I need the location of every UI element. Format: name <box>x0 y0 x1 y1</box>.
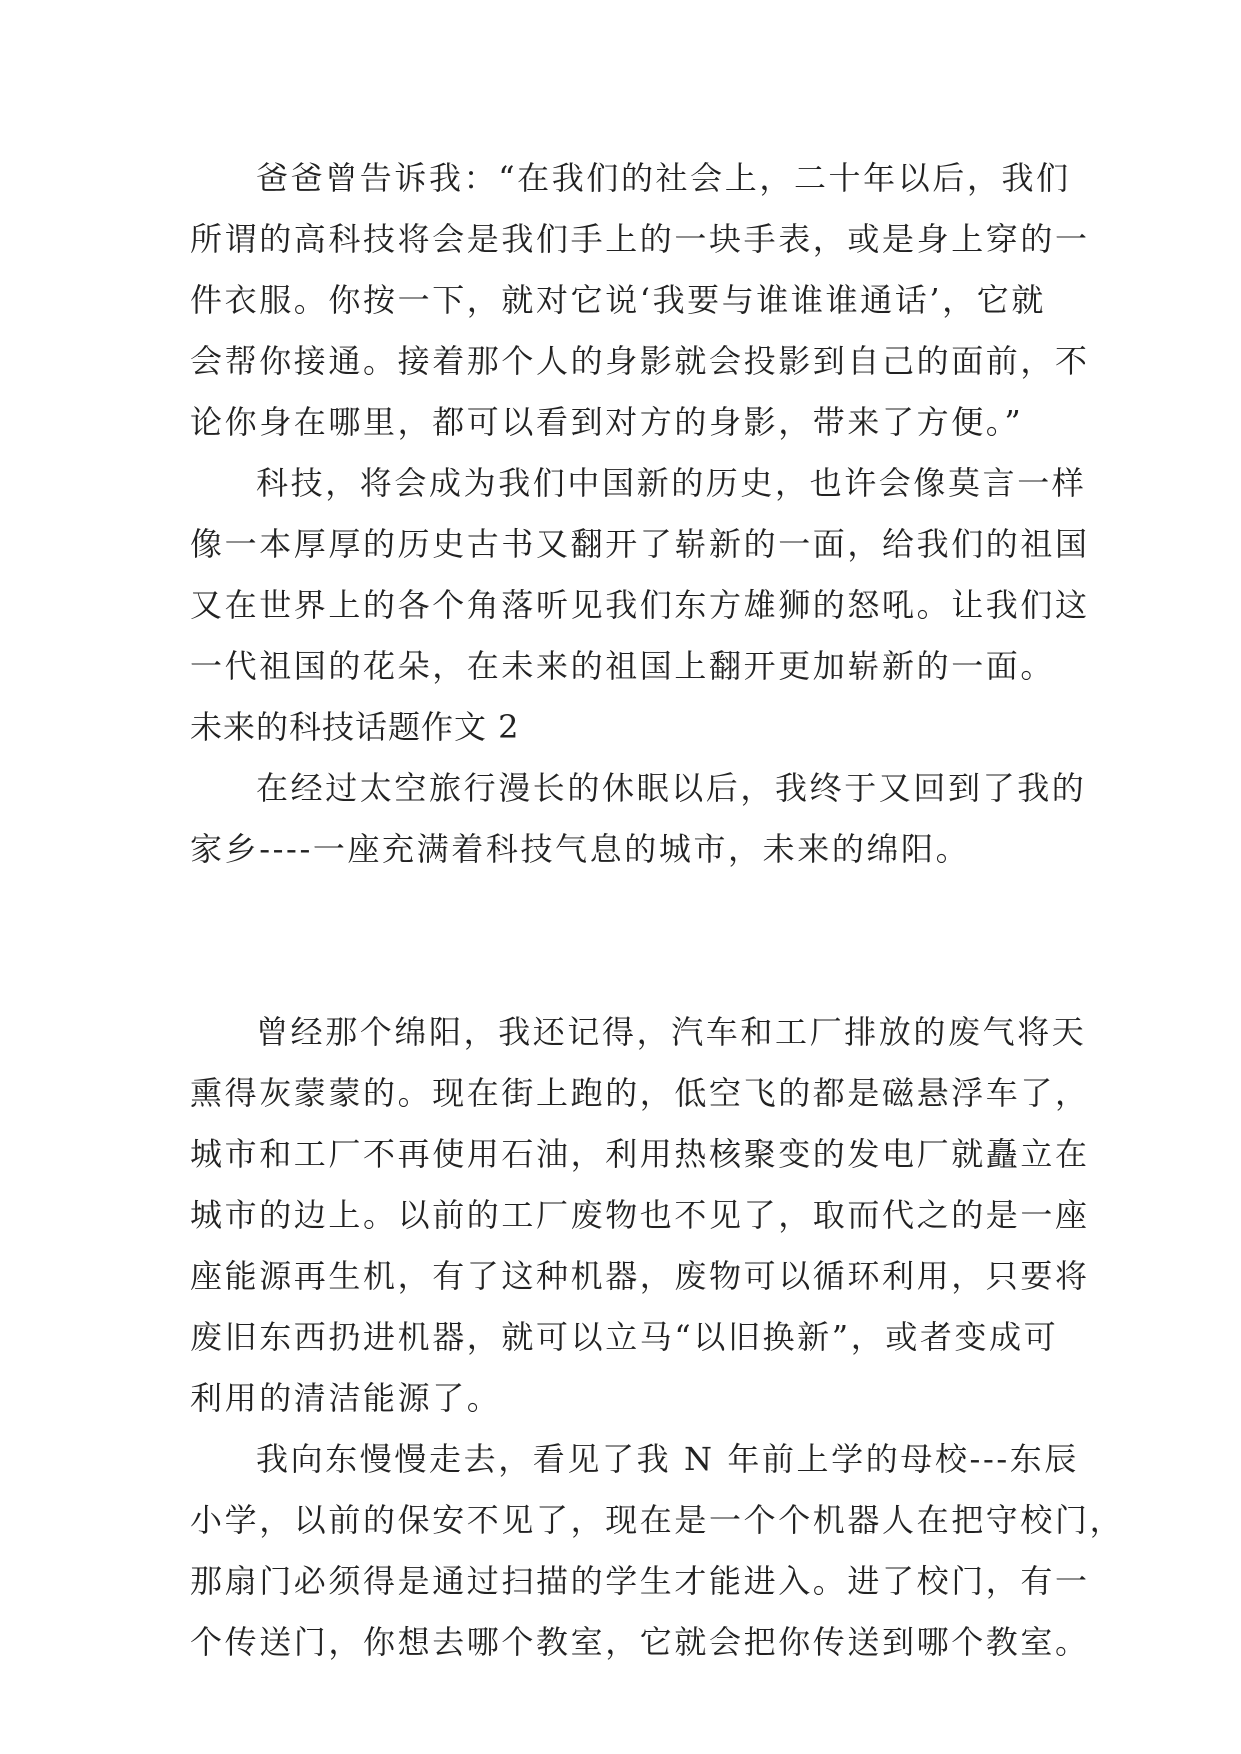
text-line: 家乡----一座充满着科技气息的城市，未来的绵阳。 <box>190 830 971 868</box>
text-line: 座能源再生机，有了这种机器，废物可以循环利用，只要将 <box>190 1257 1090 1295</box>
text-line: 小学，以前的保安不见了，现在是一个个机器人在把守校门， <box>190 1501 1125 1539</box>
text-line: 像一本厚厚的历史古书又翻开了崭新的一面，给我们的祖国 <box>190 525 1090 563</box>
text-line: 一代祖国的花朵，在未来的祖国上翻开更加崭新的一面。 <box>190 647 1056 685</box>
text-line: 会帮你接通。接着那个人的身影就会投影到自己的面前，不 <box>190 342 1090 380</box>
blank-spacer <box>190 880 1070 1002</box>
text-line: 城市的边上。以前的工厂废物也不见了，取而代之的是一座 <box>190 1196 1090 1234</box>
text-line: 利用的清洁能源了。 <box>190 1379 502 1417</box>
text-line: 科技，将会成为我们中国新的历史，也许会像莫言一样 <box>256 464 1087 502</box>
text-line: 爸爸曾告诉我：“在我们的社会上，二十年以后，我们 <box>256 159 1071 197</box>
text-line: 件衣服。你按一下，就对它说‘我要与谁谁谁通话’，它就 <box>190 281 1046 319</box>
text-line: 废旧东西扔进机器，就可以立马“以旧换新”，或者变成可 <box>190 1318 1059 1356</box>
text-line: 那扇门必须得是通过扫描的学生才能进入。进了校门，有一 <box>190 1562 1090 1600</box>
text-line: 所谓的高科技将会是我们手上的一块手表，或是身上穿的一 <box>190 220 1090 258</box>
text-line: 又在世界上的各个角落听见我们东方雄狮的怒吼。让我们这 <box>190 586 1090 624</box>
text-line: 我向东慢慢走去，看见了我 N 年前上学的母校---东辰 <box>256 1440 1079 1478</box>
document-body <box>190 148 1125 1673</box>
text-line: 曾经那个绵阳，我还记得，汽车和工厂排放的废气将天 <box>256 1013 1087 1051</box>
text-line: 个传送门，你想去哪个教室，它就会把你传送到哪个教室。 <box>190 1623 1090 1661</box>
text-line: 论你身在哪里，都可以看到对方的身影，带来了方便。” <box>190 403 1024 441</box>
text-line: 熏得灰蒙蒙的。现在街上跑的，低空飞的都是磁悬浮车了， <box>190 1074 1090 1112</box>
text-line: 城市和工厂不再使用石油，利用热核聚变的发电厂就矗立在 <box>190 1135 1090 1173</box>
text-line: 在经过太空旅行漫长的休眠以后，我终于又回到了我的 <box>256 769 1087 807</box>
section-heading: 未来的科技话题作文 2 <box>190 708 520 746</box>
